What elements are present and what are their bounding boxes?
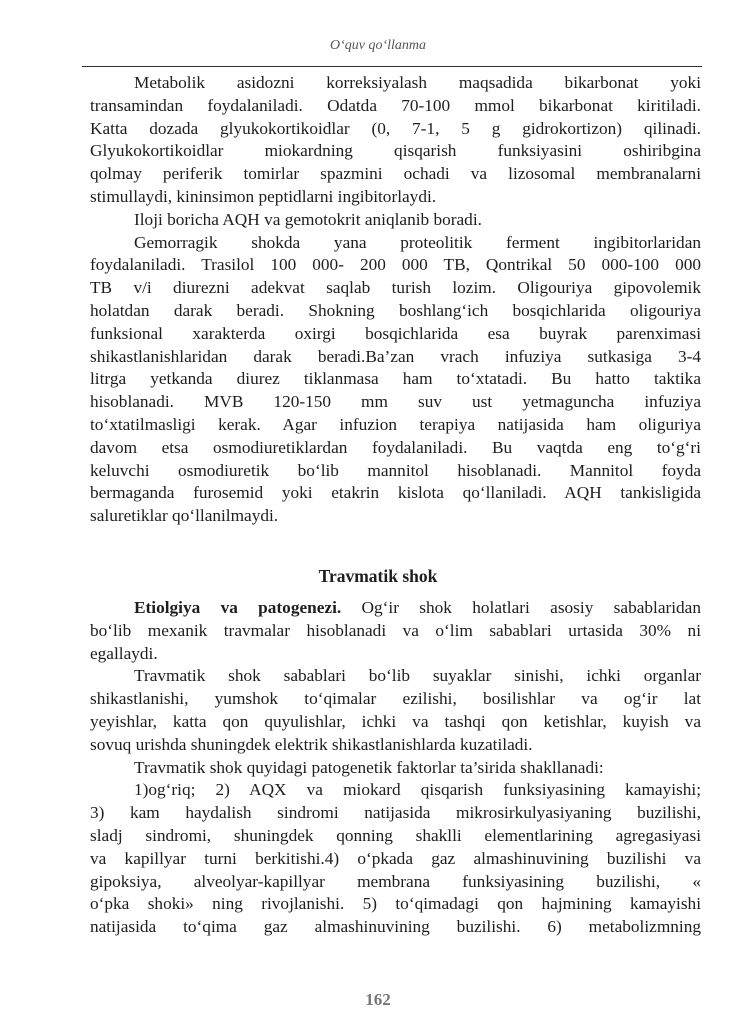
text-line: Katta dozada glyukokortikoidlar (0, 7-1, 5 g gidrokortizon) qilinadi.	[90, 118, 701, 138]
text-line	[90, 597, 701, 620]
text-line: sovuq urishda shuningdek elektrik shikastlanishlarda kuzatiladi.	[90, 734, 533, 754]
text-line: funksional xarakterda oxirgi bosqichlarida esa buyrak parenximasi	[90, 323, 701, 343]
text-line: keluvchi osmodiuretik bo‘lib mannitol hisoblanadi. Mannitol foyda	[90, 460, 701, 480]
text-line: 3) kam haydalish sindromi natijasida mikrosirkulyasiyaning buzilishi,	[90, 803, 701, 823]
paragraph	[90, 665, 701, 756]
text-line: shikastlanishlaridan darak beradi.Ba’zan vrach infuziya sutkasiga 3-4	[90, 346, 701, 366]
text-line: natijasida to‘qima gaz almashinuvining buzilishi. 6) metabolizmning	[90, 917, 701, 937]
text-line: qolmay periferik tomirlar spazmini ochadi va lizosomal membranalarni	[90, 164, 701, 184]
paragraph	[90, 597, 701, 665]
paragraph	[90, 209, 701, 232]
text-line: va kapillyar turni berkitishi.4) o‘pkada gaz almashinuvining buzilishi va	[90, 848, 701, 868]
text-line: Travmatik shok sabablari bo‘lib suyaklar sinishi, ichki organlar	[134, 666, 701, 686]
text-line: Gemorragik shokda yana proteolitik ferment ingibitorlaridan	[134, 232, 701, 252]
paragraph-lead: Etiolgiya va patogenezi.	[134, 598, 342, 617]
text-line: stimullaydi, kininsimon peptidlarni ingibitorlaydi.	[90, 186, 437, 206]
running-head: O‘quv qo‘llanma	[329, 38, 427, 53]
text-line: Iloji boricha AQH va gemotokrit aniqlanib boradi.	[134, 209, 482, 229]
section-body-1	[90, 72, 701, 528]
paragraph	[90, 232, 701, 528]
section-heading: Travmatik shok	[318, 566, 438, 586]
header-rule	[82, 66, 702, 67]
text-line: egallaydi.	[90, 643, 158, 663]
text-line: 1)og‘riq; 2) AQX va miokard qisqarish funksiyasining kamayishi;	[134, 780, 701, 800]
text-line: shikastlanishi, yumshok to‘qimalar ezilishi, bosilishlar va og‘ir lat	[90, 689, 701, 709]
text-line: gipoksiya, alveolyar-kapillyar membrana funksiyasining buzilishi, «	[90, 871, 701, 891]
paragraph	[90, 779, 701, 939]
text-line: davom etsa osmodiuretiklardan foydalaniladi. Bu vaqtda eng to‘g‘ri	[90, 437, 701, 457]
text-line: holatdan darak beradi. Shokning boshlang‘ich bosqichlarida oligouriya	[90, 300, 701, 320]
paragraph	[90, 72, 701, 209]
line-text: Og‘ir shok holatlari asosiy sabablaridan	[341, 598, 701, 617]
text-line: to‘xtatilmasligi kerak. Agar infuzion terapiya natijasida ham oliguriya	[90, 414, 701, 434]
text-line: transamindan foydalaniladi. Odatda 70-100 mmol bikarbonat kiritiladi.	[90, 95, 701, 115]
page-number: 162	[365, 990, 391, 1009]
text-line: sladj sindromi, shuningdek qonning shaklli elementlarining agregasiyasi	[90, 825, 701, 845]
text-line: o‘pka shoki» ning rivojlanishi. 5) to‘qimadagi qon hajmining kamayishi	[90, 894, 701, 914]
text-line: hisoblanadi. MVB 120-150 mm suv ust yetmaguncha infuziya	[90, 392, 701, 412]
text-line: bermaganda furosemid yoki etakrin kislota qo‘llaniladi. AQH tankisligida	[90, 483, 701, 503]
text-line: litrga yetkanda diurez tiklanmasa ham to‘xtatadi. Bu hatto taktika	[90, 369, 701, 389]
text-line: Travmatik shok quyidagi patogenetik faktorlar ta’sirida shakllanadi:	[134, 757, 604, 777]
paragraph	[90, 757, 701, 780]
text-line: foydalaniladi. Trasilol 100 000- 200 000 TB, Qontrikal 50 000-100 000	[90, 255, 701, 275]
text-line: Glyukokortikoidlar miokardning qisqarish funksiyasini oshiribgina	[90, 141, 701, 161]
text-line: TB v/i diurezni adekvat saqlab turish lozim. Oligouriya gipovolemik	[90, 278, 701, 298]
text-line: Metabolik asidozni korreksiyalash maqsadida bikarbonat yoki	[134, 73, 701, 92]
text-line: bo‘lib mexanik travmalar hisoblanadi va o‘lim sabablari urtasida 30% ni	[90, 620, 701, 640]
section-body-2	[90, 597, 701, 939]
text-line: yeyishlar, katta qon quyulishlar, ichki va tashqi qon ketishlar, kuyish va	[90, 711, 701, 731]
text-line: saluretiklar qo‘llanilmaydi.	[90, 506, 279, 526]
